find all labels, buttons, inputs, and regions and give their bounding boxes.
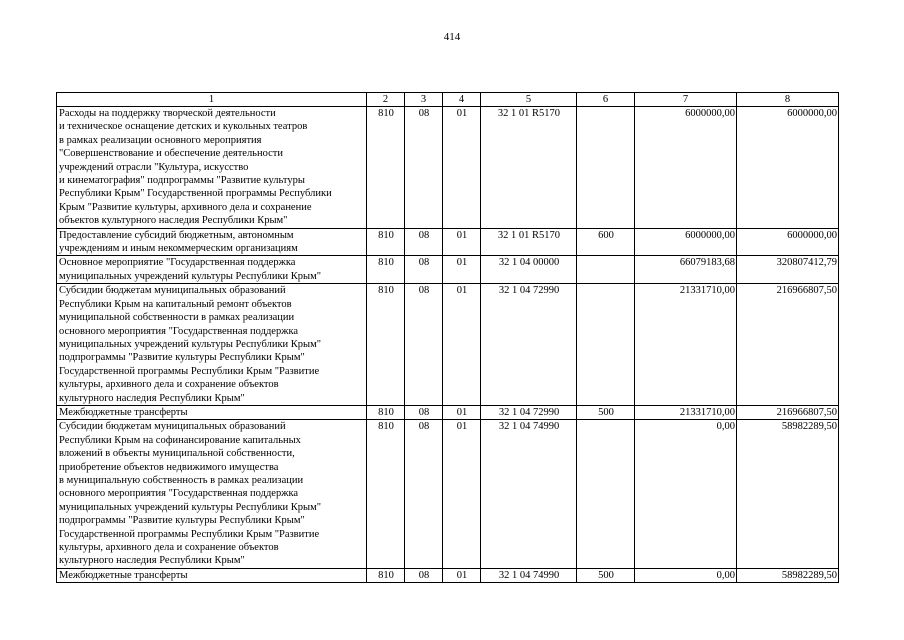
subsection-code: 01 xyxy=(443,284,481,406)
amount-column-8: 6000000,00 xyxy=(737,228,839,256)
column-number: 2 xyxy=(367,93,405,107)
subsection-code: 01 xyxy=(443,107,481,229)
description-line: в рамках реализации основного мероприятия xyxy=(59,134,262,146)
section-code: 08 xyxy=(405,228,443,256)
description-line: муниципальной собственности в рамках реализации xyxy=(59,312,295,324)
table-row xyxy=(57,228,839,256)
expense-description xyxy=(57,568,367,582)
description-line: приобретение объектов недвижимого имущества xyxy=(59,461,279,473)
amount-column-7: 66079183,68 xyxy=(635,256,737,284)
expense-description xyxy=(57,107,367,229)
description-line: основного мероприятия "Государственная поддержка xyxy=(59,325,299,337)
column-number: 4 xyxy=(443,93,481,107)
ministry-code: 810 xyxy=(367,568,405,582)
ministry-code: 810 xyxy=(367,405,405,419)
description-line: основного мероприятия "Государственная поддержка xyxy=(59,488,299,500)
expense-description xyxy=(57,284,367,406)
description-line: Государственной программы Республики Крым "Развитие xyxy=(59,365,320,377)
expense-type-code xyxy=(577,107,635,229)
amount-column-8: 216966807,50 xyxy=(737,405,839,419)
target-article-code: 32 1 04 00000 xyxy=(481,256,577,284)
section-code: 08 xyxy=(405,284,443,406)
target-article-code: 32 1 04 72990 xyxy=(481,284,577,406)
description-line: подпрограммы "Развитие культуры Республики Крым" xyxy=(59,352,305,364)
amount-column-8: 320807412,79 xyxy=(737,256,839,284)
description-line: Межбюджетные трансферты xyxy=(59,406,188,418)
table-row xyxy=(57,420,839,568)
amount-column-7: 21331710,00 xyxy=(635,284,737,406)
amount-column-7: 21331710,00 xyxy=(635,405,737,419)
description-line: культуры, архивного дела и сохранение объектов xyxy=(59,542,279,553)
description-line: Межбюджетные трансферты xyxy=(59,569,188,581)
amount-column-7: 0,00 xyxy=(635,420,737,568)
target-article-code: 32 1 01 R5170 xyxy=(481,107,577,229)
description-line: объектов культурного наследия Республики Крым" xyxy=(59,215,288,227)
description-line: Республики Крым на капитальный ремонт объектов xyxy=(59,298,292,310)
ministry-code: 810 xyxy=(367,228,405,256)
amount-column-7: 6000000,00 xyxy=(635,107,737,229)
description-line: Субсидии бюджетам муниципальных образований xyxy=(59,421,286,433)
section-code: 08 xyxy=(405,568,443,582)
section-code: 08 xyxy=(405,256,443,284)
expense-type-code: 500 xyxy=(577,568,635,582)
expense-type-code: 600 xyxy=(577,228,635,256)
target-article-code: 32 1 04 72990 xyxy=(481,405,577,419)
description-line: в муниципальную собственность в рамках реализации xyxy=(59,474,304,486)
column-number: 8 xyxy=(737,93,839,107)
description-line: Республики Крым" Государственной программы Республики xyxy=(59,188,332,200)
amount-column-7: 6000000,00 xyxy=(635,228,737,256)
description-line: Республики Крым на софинансирование капитальных xyxy=(59,434,301,446)
description-line: муниципальных учреждений культуры Республики Крым" xyxy=(59,501,322,513)
target-article-code: 32 1 04 74990 xyxy=(481,568,577,582)
subsection-code: 01 xyxy=(443,228,481,256)
description-line: и техническое оснащение детских и кукольных театров xyxy=(59,121,308,133)
description-line: подпрограммы "Развитие культуры Республики Крым" xyxy=(59,515,305,527)
section-code: 08 xyxy=(405,420,443,568)
column-number: 5 xyxy=(481,93,577,107)
expense-description xyxy=(57,228,367,256)
description-line: "Совершенствование и обеспечение деятельности xyxy=(59,148,283,160)
expense-type-code xyxy=(577,284,635,406)
table-row xyxy=(57,107,839,229)
amount-column-8: 58982289,50 xyxy=(737,568,839,582)
expense-type-code xyxy=(577,256,635,284)
ministry-code: 810 xyxy=(367,284,405,406)
description-line: Субсидии бюджетам муниципальных образований xyxy=(59,285,286,297)
table-body xyxy=(57,93,839,583)
description-line: муниципальных учреждений культуры Республики Крым" xyxy=(59,338,322,350)
description-line: учреждений отрасли "Культура, искусство xyxy=(59,161,249,173)
ministry-code: 810 xyxy=(367,107,405,229)
expense-type-code xyxy=(577,420,635,568)
description-line: и кинематография" подпрограммы "Развитие культуры xyxy=(59,175,305,187)
subsection-code: 01 xyxy=(443,568,481,582)
table-row xyxy=(57,284,839,406)
section-code: 08 xyxy=(405,405,443,419)
amount-column-8: 58982289,50 xyxy=(737,420,839,568)
amount-column-8: 216966807,50 xyxy=(737,284,839,406)
column-number-row xyxy=(57,93,839,107)
amount-column-7: 0,00 xyxy=(635,568,737,582)
description-line: Крым "Развитие культуры, архивного дела и сохранение xyxy=(59,201,312,213)
expense-description xyxy=(57,420,367,568)
description-line: культуры, архивного дела и сохранение объектов xyxy=(59,379,279,391)
description-line: Предоставление субсидий бюджетным, автономным xyxy=(59,229,294,241)
subsection-code: 01 xyxy=(443,405,481,419)
description-line: Государственной программы Республики Крым "Развитие xyxy=(59,528,320,540)
description-line: учреждениям и иным некоммерческим организациям xyxy=(59,243,298,255)
budget-table xyxy=(56,92,839,583)
target-article-code: 32 1 01 R5170 xyxy=(481,228,577,256)
column-number: 6 xyxy=(577,93,635,107)
expense-description xyxy=(57,405,367,419)
column-number: 1 xyxy=(57,93,367,107)
expense-description xyxy=(57,256,367,284)
amount-column-8: 6000000,00 xyxy=(737,107,839,229)
table-row xyxy=(57,256,839,284)
page-number: 414 xyxy=(443,31,461,43)
description-line: муниципальных учреждений культуры Республики Крым" xyxy=(59,270,322,282)
ministry-code: 810 xyxy=(367,420,405,568)
table-row xyxy=(57,568,839,582)
description-line: Расходы на поддержку творческой деятельности xyxy=(59,108,276,119)
description-line: вложений в объекты муниципальной собственности, xyxy=(59,448,295,460)
column-number: 3 xyxy=(405,93,443,107)
description-line: культурного наследия Республики Крым" xyxy=(59,392,245,404)
table-row xyxy=(57,405,839,419)
expense-type-code: 500 xyxy=(577,405,635,419)
section-code: 08 xyxy=(405,107,443,229)
ministry-code: 810 xyxy=(367,256,405,284)
subsection-code: 01 xyxy=(443,420,481,568)
target-article-code: 32 1 04 74990 xyxy=(481,420,577,568)
subsection-code: 01 xyxy=(443,256,481,284)
description-line: культурного наследия Республики Крым" xyxy=(59,555,245,567)
description-line: Основное мероприятие "Государственная поддержка xyxy=(59,257,296,269)
column-number: 7 xyxy=(635,93,737,107)
